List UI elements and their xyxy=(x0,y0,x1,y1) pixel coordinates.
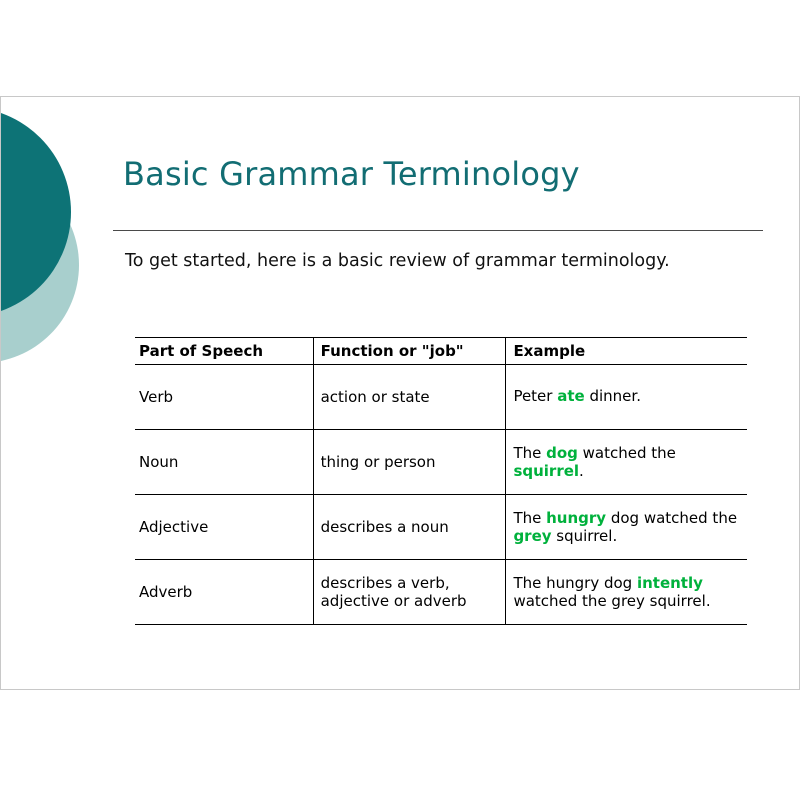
example-highlight-2: squirrel xyxy=(513,462,580,480)
example-text-pre: The xyxy=(513,509,547,527)
cell-part-of-speech: Noun xyxy=(135,430,313,495)
grammar-table xyxy=(135,337,747,625)
example-text-pre: The xyxy=(513,444,547,462)
cell-part-of-speech: Adverb xyxy=(135,560,313,625)
column-header-example: Example xyxy=(506,338,747,365)
example-text-post: squirrel. xyxy=(551,527,618,545)
table-row xyxy=(135,560,747,625)
cell-part-of-speech: Adjective xyxy=(135,495,313,560)
example-text-pre: The hungry dog xyxy=(513,574,637,592)
example-text-pre: Peter xyxy=(513,387,558,406)
cell-part-of-speech: Verb xyxy=(135,365,313,430)
intro-paragraph: To get started, here is a basic review of grammar terminology. xyxy=(125,251,670,271)
table-header-row xyxy=(135,338,747,365)
example-text-post: . xyxy=(579,462,584,480)
column-header-function: Function or "job" xyxy=(313,338,506,365)
example-highlight: ate xyxy=(557,387,585,406)
example-text-post: watched the grey squirrel. xyxy=(513,592,711,610)
example-highlight-2: grey xyxy=(513,527,552,545)
table-body xyxy=(135,365,747,625)
table-row xyxy=(135,495,747,560)
example-highlight: intently xyxy=(636,574,703,592)
example-highlight: hungry xyxy=(546,509,607,527)
cell-example xyxy=(506,430,747,495)
cell-function: describes a noun xyxy=(313,495,506,560)
cell-example xyxy=(506,365,747,430)
cell-example xyxy=(506,560,747,625)
table-row xyxy=(135,365,747,430)
table-row xyxy=(135,430,747,495)
table-header xyxy=(135,338,747,365)
title-divider xyxy=(113,230,763,231)
page-title: Basic Grammar Terminology xyxy=(123,155,580,193)
cell-function: action or state xyxy=(313,365,506,430)
example-text-mid: dog watched the xyxy=(606,509,738,527)
example-text-post: dinner. xyxy=(584,387,641,406)
cell-function: thing or person xyxy=(313,430,506,495)
cell-function: describes a verb, adjective or adverb xyxy=(313,560,506,625)
slide-canvas xyxy=(0,96,800,690)
example-highlight: dog xyxy=(546,444,578,462)
cell-example xyxy=(506,495,747,560)
column-header-part-of-speech: Part of Speech xyxy=(135,338,313,365)
example-text-mid: watched the xyxy=(577,444,676,462)
